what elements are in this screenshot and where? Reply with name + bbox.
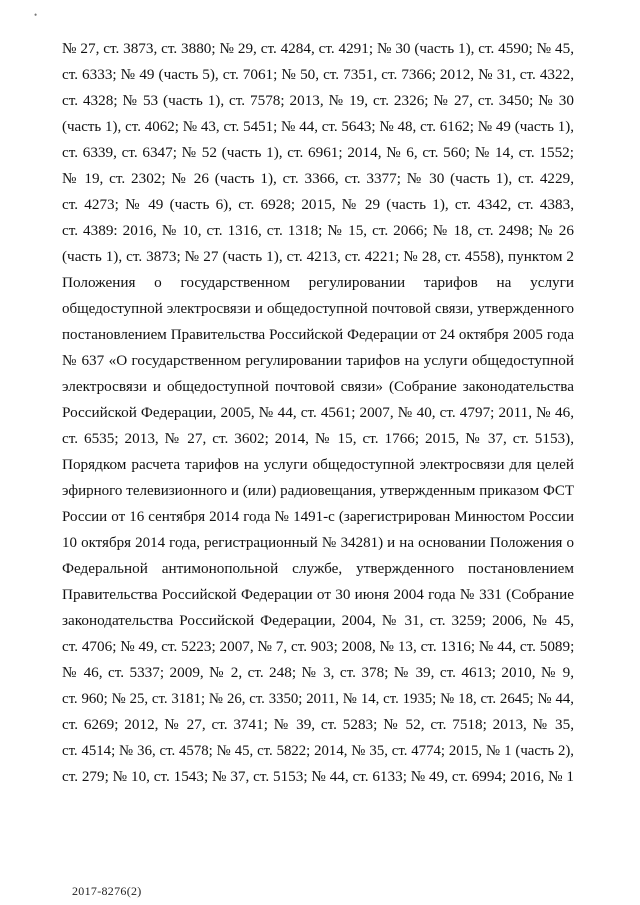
document-body-text [62, 36, 574, 790]
document-footer-number: 2017-8276(2) [72, 884, 142, 898]
text-line: Российской Федерации, 2005, № 44, ст. 4561; 2007, № 40, ст. 4797; 2011, № 46, [62, 404, 574, 421]
text-line: (часть 1), ст. 3873; № 27 (часть 1), ст. 4213, ст. 4221; № 28, ст. 4558), пунктом 2 [62, 248, 574, 265]
text-line: № 46, ст. 5337; 2009, № 2, ст. 248; № 3, ст. 378; № 39, ст. 4613; 2010, № 9, [62, 664, 574, 681]
text-line: ст. 6535; 2013, № 27, ст. 3602; 2014, № 15, ст. 1766; 2015, № 37, ст. 5153), [62, 430, 574, 447]
text-line: № 637 «О государственном регулировании тарифов на услуги общедоступной [62, 352, 574, 369]
text-line: законодательства Российской Федерации, 2004, № 31, ст. 3259; 2006, № 45, [62, 612, 574, 629]
text-line: электросвязи и общедоступной почтовой связи» (Собрание законодательства [62, 378, 574, 395]
text-line: ст. 4514; № 36, ст. 4578; № 45, ст. 5822; 2014, № 35, ст. 4774; 2015, № 1 (часть 2), [62, 743, 574, 759]
text-line: России от 16 сентября 2014 года № 1491-с (зарегистрирован Минюстом России [62, 509, 574, 525]
text-line: ст. 960; № 25, ст. 3181; № 26, ст. 3350; 2011, № 14, ст. 1935; № 18, ст. 2645; № 44, [62, 691, 574, 707]
text-line: № 19, ст. 2302; № 26 (часть 1), ст. 3366, ст. 3377; № 30 (часть 1), ст. 4229, [62, 170, 574, 187]
text-line: ст. 4706; № 49, ст. 5223; 2007, № 7, ст. 903; 2008, № 13, ст. 1316; № 44, ст. 5089; [62, 638, 575, 655]
text-line: № 27, ст. 3873, ст. 3880; № 29, ст. 4284, ст. 4291; № 30 (часть 1), ст. 4590; № 45, [62, 40, 574, 57]
text-line: 10 октября 2014 года, регистрационный № 34281) и на основании Положения о [62, 535, 574, 551]
text-line: ст. 4273; № 49 (часть 6), ст. 6928; 2015, № 29 (часть 1), ст. 4342, ст. 4383, [62, 196, 574, 213]
text-line: ст. 4328; № 53 (часть 1), ст. 7578; 2013, № 19, ст. 2326; № 27, ст. 3450; № 30 [62, 92, 574, 109]
text-line: постановлением Правительства Российской Федерации от 24 октября 2005 года [62, 327, 574, 343]
scan-mark: • [34, 10, 38, 20]
text-line: (часть 1), ст. 4062; № 43, ст. 5451; № 44, ст. 5643; № 48, ст. 6162; № 49 (часть 1), [62, 119, 574, 135]
text-line: общедоступной электросвязи и общедоступной почтовой связи, утвержденного [62, 301, 574, 317]
text-line: Правительства Российской Федерации от 30 июня 2004 года № 331 (Собрание [62, 586, 574, 603]
text-line: Порядком расчета тарифов на услуги общедоступной электросвязи для целей [62, 456, 574, 473]
text-line: ст. 6269; 2012, № 27, ст. 3741; № 39, ст. 5283; № 52, ст. 7518; 2013, № 35, [62, 716, 574, 733]
text-line: Положения о государственном регулировании тарифов на услуги [62, 274, 574, 291]
text-line: ст. 6339, ст. 6347; № 52 (часть 1), ст. 6961; 2014, № 6, ст. 560; № 14, ст. 1552; [62, 144, 574, 161]
text-line: ст. 6333; № 49 (часть 5), ст. 7061; № 50, ст. 7351, ст. 7366; 2012, № 31, ст. 4322, [62, 66, 574, 83]
text-line: ст. 279; № 10, ст. 1543; № 37, ст. 5153; № 44, ст. 6133; № 49, ст. 6994; 2016, № 1 [62, 768, 574, 785]
text-line: эфирного телевизионного и (или) радиовещания, утвержденным приказом ФСТ [62, 483, 574, 499]
text-line: Федеральной антимонопольной службе, утвержденного постановлением [62, 560, 574, 577]
text-line: ст. 4389: 2016, № 10, ст. 1316, ст. 1318; № 15, ст. 2066; № 18, ст. 2498; № 26 [62, 222, 574, 239]
